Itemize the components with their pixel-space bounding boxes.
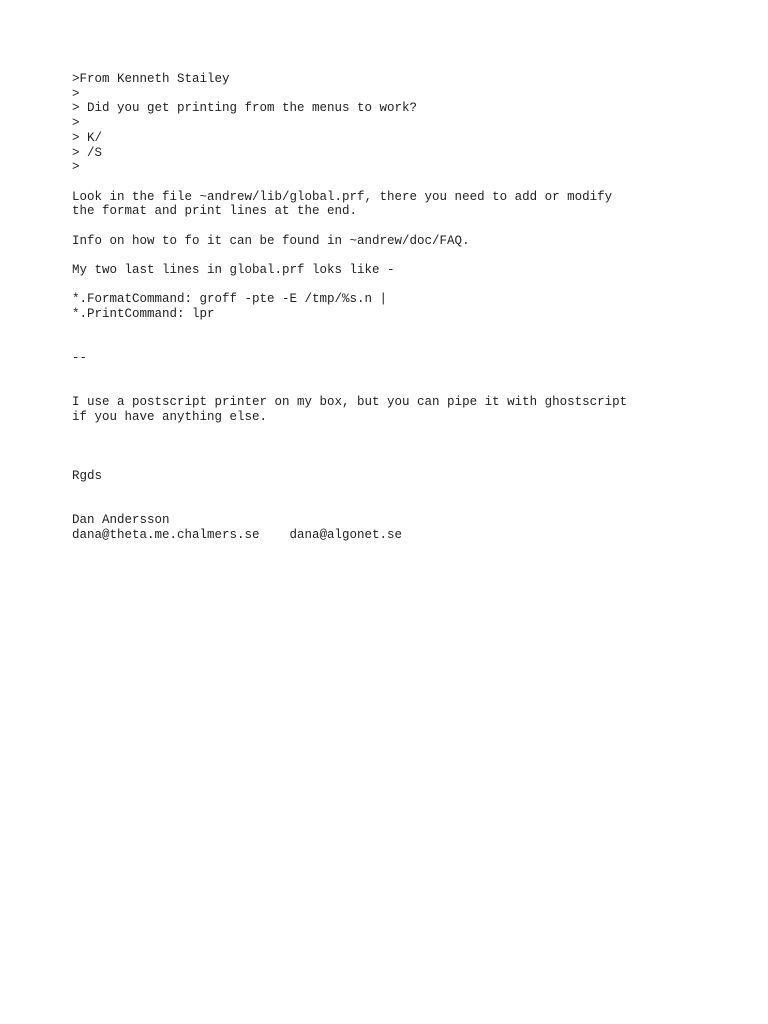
quote-marker-line: >: [72, 160, 80, 175]
quoted-signature-line: > /S: [72, 145, 103, 160]
blank-line: [72, 454, 712, 469]
quote-marker-line: >: [72, 86, 80, 101]
body-text-line: Info on how to fo it can be found in ~andrew/doc/FAQ.: [72, 233, 470, 248]
blank-line: [72, 248, 712, 263]
blank-line: [72, 219, 712, 234]
blank-line: [72, 498, 712, 513]
quoted-question-line: > Did you get printing from the menus to work?: [72, 101, 418, 116]
config-line: *.PrintCommand: lpr: [72, 307, 215, 322]
body-text-line: I use a postscript printer on my box, but you can pipe it with ghostscript: [72, 395, 628, 410]
blank-line: [72, 381, 712, 396]
blank-line: [72, 425, 712, 440]
config-line: *.FormatCommand: groff -pte -E /tmp/%s.n |: [72, 292, 388, 307]
blank-line: [72, 278, 712, 293]
blank-line: [72, 175, 712, 190]
signature-emails: dana@theta.me.chalmers.se dana@algonet.se: [72, 527, 403, 542]
body-text-line: My two last lines in global.prf loks like -: [72, 263, 395, 278]
body-text-line: Look in the file ~andrew/lib/global.prf, there you need to add or modify: [72, 189, 613, 204]
blank-line: [72, 337, 712, 352]
quote-marker-line: >: [72, 116, 80, 131]
separator-line: --: [72, 351, 88, 366]
blank-line: [72, 439, 712, 454]
blank-line: [72, 484, 712, 499]
body-text-line: the format and print lines at the end.: [72, 204, 358, 219]
closing-line: Rgds: [72, 468, 103, 483]
blank-line: [72, 322, 712, 337]
signature-name: Dan Andersson: [72, 512, 170, 527]
document-body: [72, 72, 712, 542]
body-text-line: if you have anything else.: [72, 410, 268, 425]
blank-line: [72, 366, 712, 381]
quoted-from-line: >From Kenneth Stailey: [72, 72, 230, 86]
quoted-signature-line: > K/: [72, 130, 103, 145]
